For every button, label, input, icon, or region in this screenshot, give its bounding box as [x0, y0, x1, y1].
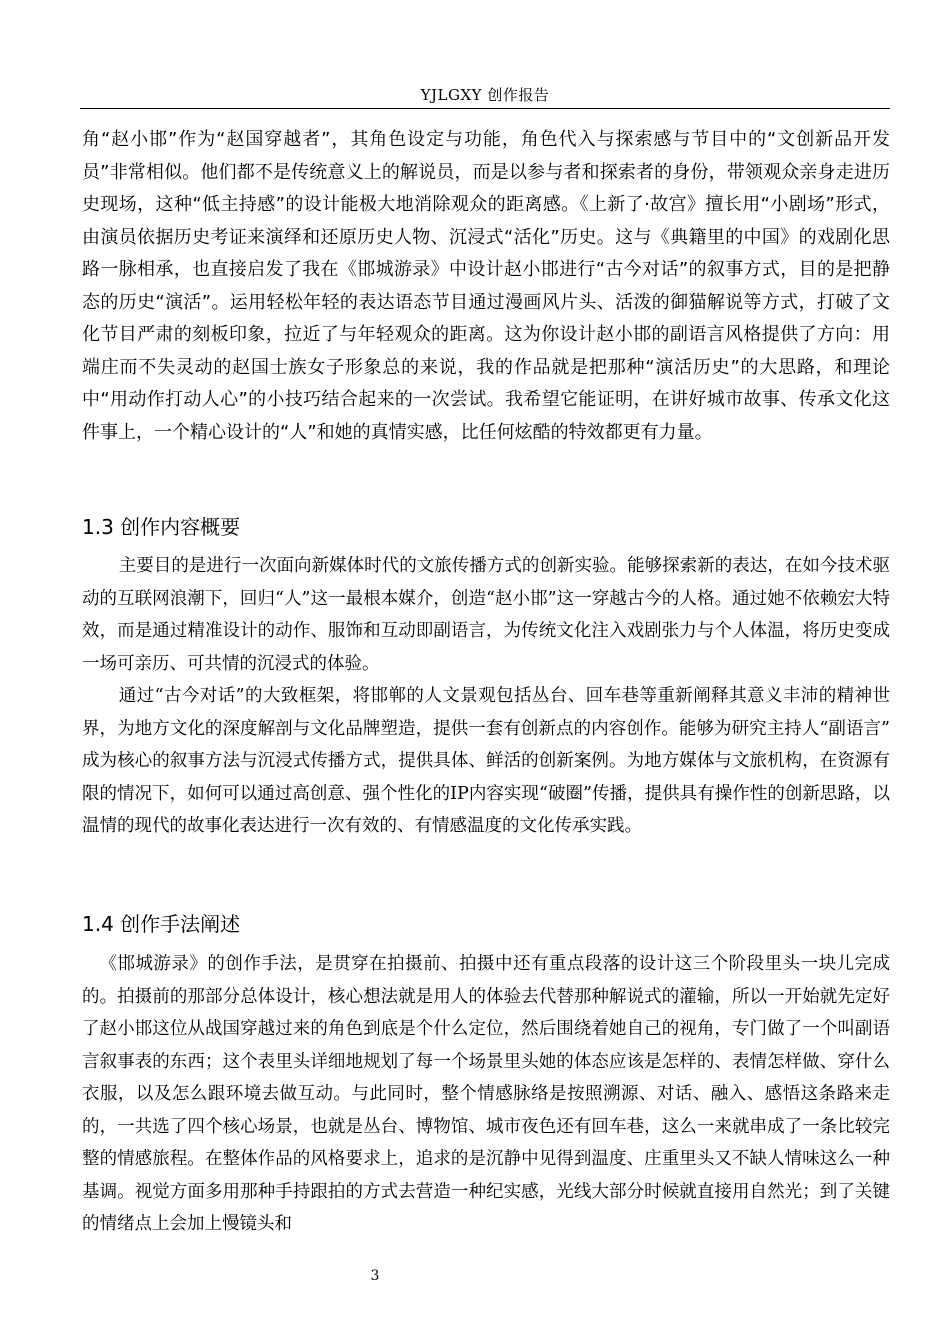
section-1-3-paragraph-2: 通过“古今对话”的大致框架，将邯郸的人文景观包括丛台、回车巷等重新阐释其意义丰沛的精神世界，为地方文化的深度解剖与文化品牌塑造，提供一套有创新点的内容创作。能够为研究主持人“副语言” 成为核心的叙事方法与沉浸式传播方式，提供具体、鲜活的创新案例。为地方媒体与文旅机构，在资源有限的情况下，如何可以通过高创意、强个性化的IP内容实现“破圈”传播，提供具有操作性的创新思路，以温情的现代的故事化表达进行一次有效的、有情感温度的文化传承实践。 — [82, 686, 908, 836]
section-1-3-paragraph-1: 主要目的是进行一次面向新媒体时代的文旅传播方式的创新实验。能够探索新的表达，在如今技术驱动的互联网浪潮下，回归“人”这一最根本媒介，创造“赵小邯”这一穿越古今的人格。通过她不依赖宏大特效，而是通过精准设计的动作、服饰和互动即副语言，为传统文化注入戏剧张力与个人体温，将历史变成一场可亲历、可共情的沉浸式的体验。 — [82, 556, 890, 674]
page-number: 3 — [370, 1268, 380, 1284]
running-header: YJLGXY 创作报告 — [420, 86, 550, 104]
section-heading-1-3: 1.3 创作内容概要 — [82, 515, 241, 539]
section-1-4-paragraph-1: 《邯城游录》的创作手法，是贯穿在拍摄前、拍摄中还有重点段落的设计这三个阶段里头一块儿完成的。拍摄前的那部分总体设计，核心想法就是用人的体验去代替那种解说式的灌输，所以一开始就先定好了赵小邯这位从战国穿越过来的角色到底是个什么定位，然后围绕着她自己的视角，专门做了一个叫副语言叙事表的东西；这个表里头详细地规划了每一个场景里头她的体态应该是怎样的、表情怎样做、穿什么衣服，以及怎么跟环境去做互动。与此同时，整个情感脉络是按照溯源、对话、融入、感悟这条路来走的，一共选了四个核心场景，也就是丛台、博物馆、城市夜色还有回车巷，这么一来就串成了一条比较完整的情感旅程。在整体作品的风格要求上，追求的是沉静中见得到温度、庄重里头又不缺人情味这么一种基调。视觉方面多用那种手持跟拍的方式去营造一种纪实感，光线大部分时候就直接用自然光；到了关键的情绪点上会加上慢镜头和 — [82, 954, 890, 1234]
intro-paragraph: 角“赵小邯”作为“赵国穿越者”，其角色设定与功能，角色代入与探索感与节目中的“文创新品开发员”非常相似。他们都不是传统意义上的解说员，而是以参与者和探索者的身份，带领观众亲身走进历史现场，这种“低主持感”的设计能极大地消除观众的距离感。《上新了·故宫》擅长用“小剧场”形式，由演员依据历史考证来演绎和还原历史人物、沉浸式“活化”历史。这与《典籍里的中国》的戏剧化思路一脉相承，也直接启发了我在《邯城游录》中设计赵小邯进行“古今对话”的叙事方式，目的是把静态的历史“演活”。运用轻松年轻的表达语态节目通过漫画风片头、活泼的御猫解说等方式，打破了文化节目严肃的刻板印象，拉近了与年轻观众的距离。这为你设计赵小邯的副语言风格提供了方向：用端庄而不失灵动的赵国士族女子形象总的来说，我的作品就是把那种“演活历史”的大思路，和理论中“用动作打动人心”的小技巧结合起来的一次尝试。我希望它能证明，在讲好城市故事、传承文化这件事上，一个精心设计的“人”和她的真情实感，比任何炫酷的特效都更有力量。 — [82, 129, 890, 443]
section-heading-1-4: 1.4 创作手法阐述 — [82, 912, 241, 936]
header-divider — [80, 108, 890, 109]
